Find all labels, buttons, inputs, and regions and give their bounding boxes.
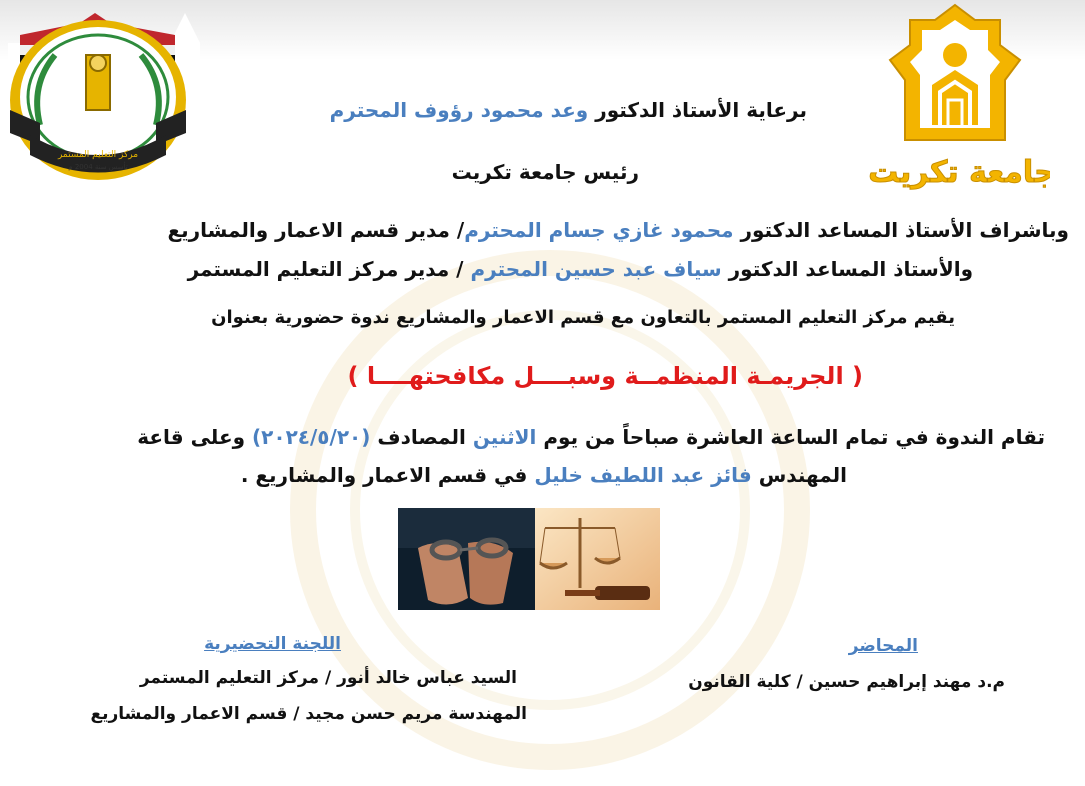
patronage-name: وعد محمود رؤوف المحترم [329, 98, 589, 122]
schedule-date: (٢٠٢٤/٥/٢٠) [252, 425, 371, 449]
hall-name: فائز عبد اللطيف خليل [534, 463, 752, 487]
supervision-2-prefix: والأستاذ المساعد الدكتور [728, 257, 973, 281]
hall-prefix: المهندس [758, 463, 847, 487]
committee-member-1: السيد عباس خالد أنور / مركز التعليم المستمر [139, 668, 517, 688]
schedule-middle: المصادف [377, 425, 466, 449]
lecturer-name: م.د مهند إبراهيم حسين / كلية القانون [688, 672, 1005, 692]
supervision-2-name: سياف عبد حسين المحترم [470, 257, 722, 281]
supervision-1-prefix: وباشراف الأستاذ المساعد الدكتور [740, 218, 1069, 242]
hall-suffix: في قسم الاعمار والمشاريع . [240, 463, 528, 487]
committee-heading: اللجنة التحضيرية [204, 634, 341, 654]
supervision-1-suffix: / مدير قسم الاعمار والمشاريع [167, 218, 465, 242]
schedule-line-2 [241, 463, 847, 487]
continuing-education-center-logo [0, 5, 210, 185]
schedule-day: الاثنين [472, 425, 537, 449]
lecturer-heading: المحاضر [848, 636, 918, 656]
supervision-1-name: محمود غازي جسام المحترم [464, 218, 734, 242]
supervision-line-2 [188, 257, 973, 281]
scales-of-justice-photo [535, 508, 660, 610]
schedule-suffix: وعلى قاعة [137, 425, 246, 449]
left-logo-text: مركز التعليم المستمر [57, 150, 139, 160]
right-logo-text: جامعة تكريت [868, 155, 1050, 190]
supervision-line-1 [167, 218, 1069, 242]
schedule-prefix: تقام الندوة في تمام الساعة العاشرة صباحاً من يوم [543, 425, 1045, 449]
left-logo-year: تأسس سنة 2004 م [68, 163, 128, 171]
organizer-line: يقيم مركز التعليم المستمر بالتعاون مع قسم الاعمار والمشاريع ندوة حضورية بعنوان [211, 307, 955, 328]
committee-member-2: المهندسة مريم حسن مجيد / قسم الاعمار والمشاريع [90, 704, 527, 724]
tikrit-university-logo [860, 0, 1050, 190]
schedule-line-1 [137, 425, 1045, 449]
supervision-2-suffix: / مدير مركز التعليم المستمر [187, 257, 464, 281]
patronage-prefix: برعاية الأستاذ الدكتور [595, 98, 807, 122]
handcuffed-hands-photo [398, 508, 535, 610]
seminar-title: ( الجريمـة المنظمــة وسبــــل مكافحتهــــا ) [347, 362, 863, 390]
patronage-line [330, 98, 807, 122]
president-line: رئيس جامعة تكريت [451, 160, 639, 184]
